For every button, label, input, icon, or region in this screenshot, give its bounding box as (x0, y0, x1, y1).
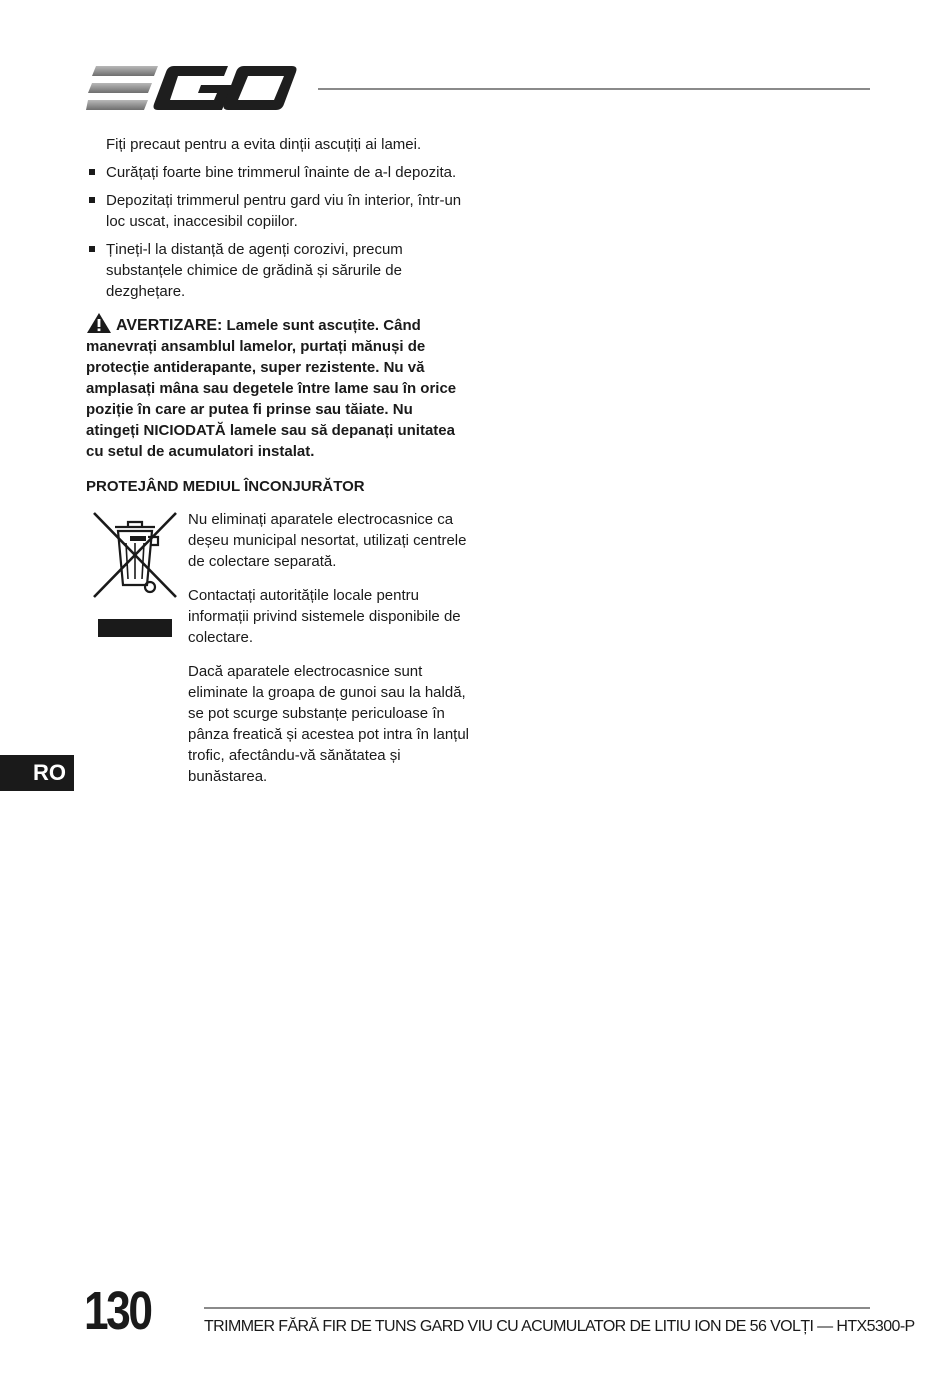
header-rule (318, 88, 870, 90)
list-item: Depozitați trimmerul pentru gard viu în interior, într-un loc uscat, inaccesibil copiilor. (86, 190, 470, 232)
environment-paragraph: Dacă aparatele electrocasnice sunt eliminate la groapa de gunoi sau la haldă, se pot scurge substanțe periculoase în pânza freatică și acestea pot intra în lanțul trofic, afectându-vă sănătatea și bunăstarea. (188, 663, 470, 785)
language-tab: RO (0, 755, 74, 791)
ego-logo (86, 64, 298, 112)
footer-rule (204, 1307, 870, 1309)
weee-crossed-bin-icon (90, 509, 180, 639)
environment-paragraph: Nu eliminați aparatele electrocasnice ca deșeu municipal nesortat, utilizați centrele de colectare separată. (188, 511, 467, 570)
warning-block (86, 312, 470, 462)
warning-label: AVERTIZARE: (116, 317, 223, 334)
list-item: Curățați foarte bine trimmerul înainte de a-l depozita. (86, 162, 470, 183)
environment-section (86, 509, 470, 787)
list-item: Țineți-l la distanță de agenți corozivi, precum substanțele chimice de grădină și sărurile de dezghețare. (86, 239, 470, 302)
environment-text (188, 509, 470, 787)
warning-triangle-icon (86, 312, 112, 334)
footer-title: TRIMMER FĂRĂ FIR DE TUNS GARD VIU CU ACUMULATOR DE LITIU ION DE 56 VOLȚI — HTX5300-P (204, 1318, 915, 1335)
warning-text: Lamele sunt ascuțite. Când manevrați ansamblul lamelor, purtați mănuși de protecție antiderapante, super rezistente. Nu vă amplasați mâna sau degetele între lame sau în orice poziție în care ar putea fi prinse sau tăiate. Nu atingeți NICIODATĂ lamele sau să depanați unitatea cu setul de acumulatori instalat. (86, 317, 457, 460)
section-title: PROTEJÂND MEDIUL ÎNCONJURĂTOR (86, 478, 365, 495)
intro-text: Fiți precaut pentru a evita dinții ascuțiți ai lamei. (106, 136, 422, 153)
page-number: 130 (84, 1281, 151, 1341)
main-column (86, 134, 470, 800)
storage-bullet-list (86, 162, 470, 302)
environment-paragraph: Contactați autoritățile locale pentru informații privind sistemele disponibile de colectare. (188, 587, 461, 646)
